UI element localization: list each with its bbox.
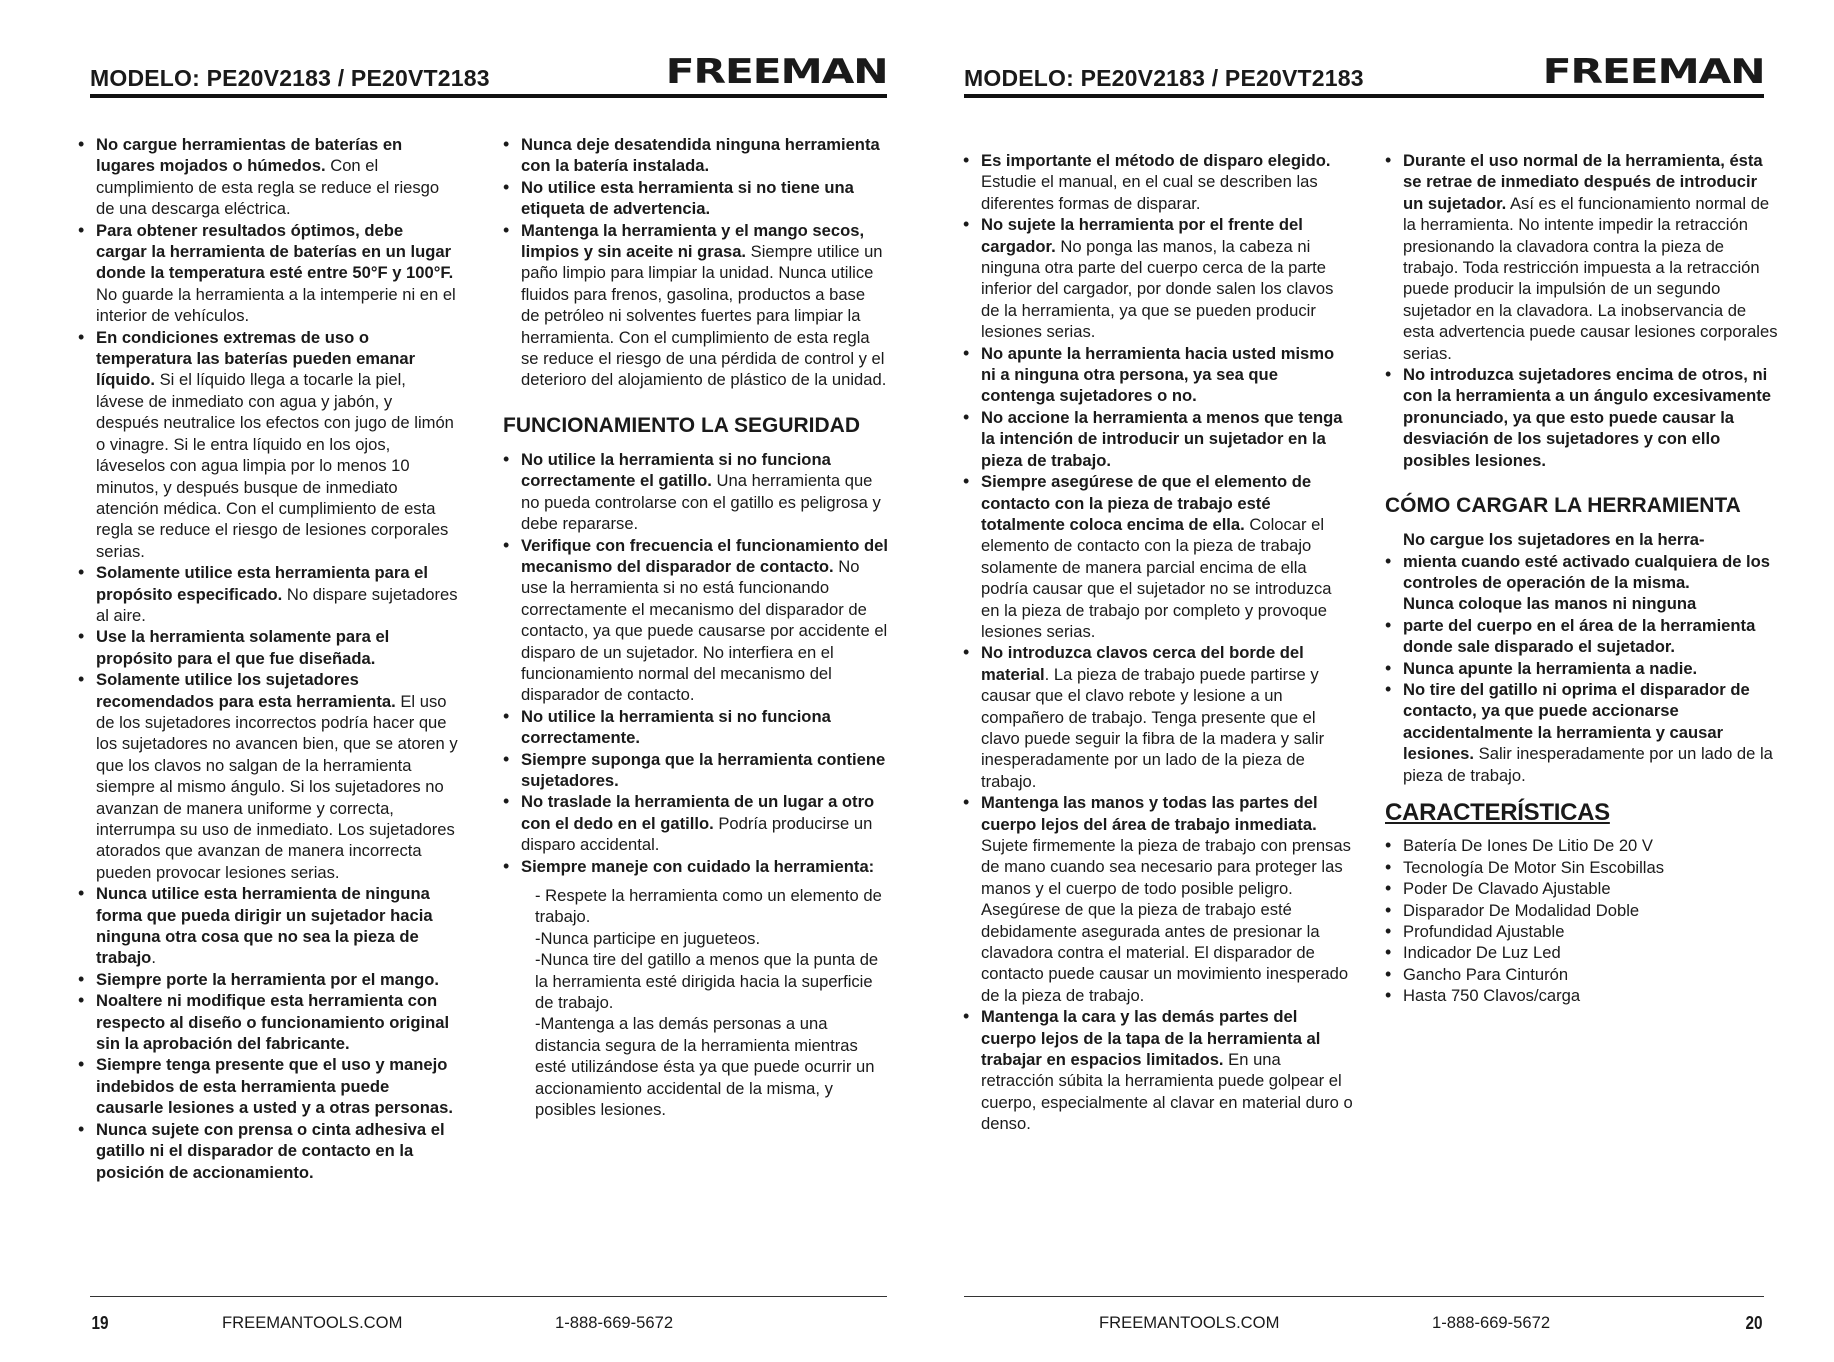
list-item xyxy=(963,150,1353,214)
feature-item: • Poder De Clavado Ajustable xyxy=(1385,878,1780,899)
item-bold-text: Nunca deje desatendida ninguna herramienta con la batería instalada. xyxy=(521,135,880,176)
item-bold-text: Siempre suponga que la herramienta contiene sujetadores. xyxy=(521,749,886,790)
freeman-logo: FREEMAN xyxy=(1542,52,1764,92)
item-bold-text: Solamente utilice esta herramienta para el propósito especificado. xyxy=(96,563,429,604)
item-bold-text: No cargue herramientas de baterías en lugares mojados o húmedos. xyxy=(96,135,403,176)
list-item xyxy=(503,177,888,220)
item-text: Si el líquido llega a tocarle la piel, lávese de inmediato con agua y jabón, y después neutralice los efectos con jugo de limón o vinagre. Si le entra líquido en los ojos, láveselos con agua limpia por lo menos 10 minutos, y después busque de inmediato atención médica. Con el cumplimiento de esta regla se reduce el riesgo de lesiones corporales serias. xyxy=(96,370,454,561)
list-item xyxy=(503,449,888,535)
item-bold-text: No tire del gatillo ni oprima el disparador de contacto, ya que puede accionarse accidentalmente la herramienta y causar lesiones. xyxy=(1403,679,1750,764)
section-heading-features: CARACTERÍSTICAS xyxy=(1385,798,1610,826)
item-text: No use la herramienta si no está funcionando correctamente el mecanismo del disparador de contacto, ya que puede causarse por accidente el disparo de un sujetador. No interfiera en el funcionamiento normal del mecanismo del disparador de contacto. xyxy=(521,556,888,705)
feature-item: • Indicador De Luz Led xyxy=(1385,942,1780,963)
loading-list xyxy=(1385,658,1780,786)
item-bold-text: No introduzca clavos cerca del borde del material xyxy=(981,643,1304,684)
list-item xyxy=(503,220,888,391)
list-item xyxy=(503,791,888,855)
item-bold-text: Siempre maneje con cuidado la herramienta: xyxy=(521,856,875,876)
section-heading-safety: FUNCIONAMIENTO LA SEGURIDAD xyxy=(503,413,860,437)
list-item xyxy=(1385,679,1780,786)
item-bold-text: No utilice esta herramienta si no tiene una etiqueta de advertencia. xyxy=(521,177,854,219)
list-item xyxy=(503,706,888,749)
item-bold-text: Siempre porte la herramienta por el mango. xyxy=(96,969,440,989)
item-text: Una herramienta que no pueda controlarse con el gatillo es peligrosa y debe repararse. xyxy=(521,471,881,534)
item-bold-text: Durante el uso normal de la herramienta, ésta se retrae de inmediato después de introducir un sujetador. xyxy=(1403,151,1763,213)
subitem: -Nunca tire del gatillo a menos que la punta de la herramienta esté dirigida hacia la superficie de trabajo. xyxy=(535,950,879,1013)
item-text: . xyxy=(151,948,156,968)
feature-item: • Profundidad Ajustable xyxy=(1385,921,1780,942)
right-column-1 xyxy=(963,150,1353,1135)
item-bold-text: Nunca apunte la herramienta a nadie. xyxy=(1403,658,1698,678)
warning-list xyxy=(1385,150,1780,471)
item-bold-text: Nunca utilice esta herramienta de ninguna forma que pueda dirigir un sujetador hacia ninguna otra cosa que no sea la pieza de trabajo xyxy=(96,884,433,968)
item-bold-text: Verifique con frecuencia el funcionamiento del mecanismo del disparador de contacto. xyxy=(521,535,888,576)
feature-item: • Tecnología De Motor Sin Escobillas xyxy=(1385,857,1780,878)
list-item xyxy=(1385,364,1780,471)
item-bold-text: No accione la herramienta a menos que tenga la intención de introducir un sujetador en la pieza de trabajo. xyxy=(981,407,1343,470)
item-bold-text: Use la herramienta solamente para el propósito para el que fue diseñada. xyxy=(96,627,390,668)
item-bold-text: Solamente utilice los sujetadores recomendados para esta herramienta. xyxy=(96,670,396,711)
item-text: Siempre utilice un paño limpio para limpiar la unidad. Nunca utilice fluidos para frenos, gasolina, productos a base de petróleo ni solventes fuertes para limpiar la herramienta. Con el cumplimiento de esta regla se reduce el riesgo de una pérdida de control y el deterioro del alojamiento de plástico de la unidad. xyxy=(521,242,887,390)
safety-list xyxy=(503,449,888,877)
subitem: -Mantenga a las demás personas a una distancia segura de la herramienta mientras esté utilizándose ésta ya que puede ocurrir un accionamiento accidental de la misma, y posibles lesiones. xyxy=(535,1014,875,1120)
list-item xyxy=(503,535,888,706)
list-item xyxy=(963,1006,1353,1134)
item-text: Colocar el elemento de contacto con la pieza de trabajo solamente de manera parcial encima de ella podría causar que el sujetador no se introduzca en la pieza de trabajo por completo y provoque lesiones serias. xyxy=(981,514,1332,641)
feature-item: • Gancho Para Cinturón xyxy=(1385,964,1780,985)
item-bold-text: No utilice la herramienta si no funciona correctamente el gatillo. xyxy=(521,449,831,491)
list-item xyxy=(963,471,1353,642)
item-text: Podría producirse un disparo accidental. xyxy=(521,813,873,855)
list-item xyxy=(963,214,1353,342)
list-item xyxy=(1385,658,1780,679)
item-bold-text: Mantenga la herramienta y el mango secos, limpios y sin aceite ni grasa. xyxy=(521,220,865,262)
item-bold-text: No apunte la herramienta hacia usted mismo ni a ninguna otra persona, ya sea que contenga sujetadores o no. xyxy=(981,343,1335,406)
right-page xyxy=(917,0,1834,1362)
item-text: Sujete firmemente la pieza de trabajo con prensas de mano cuando sea necesario para proteger las manos y el cuerpo de todo posible peligro. Asegúrese de que la pieza de trabajo esté debidamente asegurada antes de presionar la clavadora contra el material. El disparador de contacto puede causar un movimiento inesperado de la pieza de trabajo. xyxy=(981,836,1351,1005)
item-bold-text: No introduzca sujetadores encima de otros, ni con la herramienta a un ángulo excesivamente pronunciado, ya que esto puede causar la desviación de los sujetadores y con ello posibles lesiones. xyxy=(1403,365,1771,470)
feature-item: • Disparador De Modalidad Doble xyxy=(1385,900,1780,921)
list-item xyxy=(1385,150,1780,364)
handling-subitems xyxy=(503,885,888,1120)
left-column-2 xyxy=(503,134,888,1120)
list-item xyxy=(78,134,458,220)
item-bold-text: Mantenga la cara y las demás partes del cuerpo lejos de la tapa de la herramienta al trabajar en espacios limitados. xyxy=(981,1007,1321,1070)
list-item xyxy=(78,969,458,990)
subitem: -Nunca participe en jugueteos. xyxy=(535,928,761,948)
list-item xyxy=(503,134,888,177)
item-text: El uso de los sujetadores incorrectos podría hacer que los sujetadores no avancen bien, que se atoren y que los clavos no salgan de la herramienta siempre al mismo ángulo. Si los sujetadores no avanzan de manera uniforme y correcta, interrumpa su uso de inmediato. Los sujetadores atorados que avanzan de manera incorrecta pueden provocar lesiones serias. xyxy=(96,691,458,882)
page-number: 20 xyxy=(1745,1313,1763,1333)
warning-list xyxy=(503,134,888,391)
loading-line: Nunca coloque las manos ni ninguna xyxy=(1403,594,1697,614)
item-bold-text: Noaltere ni modifique esta herramienta con respecto al diseño o funcionamiento original sin la aprobación del fabricante. xyxy=(96,991,450,1054)
item-text: . La pieza de trabajo puede partirse y causar que el clavo rebote y lesione a un compañero de trabajo. Tenga presente que el clavo puede seguir la fibra de la madera y salir inesperadamente por un lado de la pieza de trabajo. xyxy=(981,664,1325,791)
item-text: En una retracción súbita la herramienta puede golpear el cuerpo, especialmente al clavar en material duro o denso. xyxy=(981,1050,1353,1134)
feature-item: • Hasta 750 Clavos/carga xyxy=(1385,985,1780,1006)
footer-phone: 1-888-669-5672 xyxy=(1432,1313,1551,1332)
list-item xyxy=(963,407,1353,471)
list-item xyxy=(78,990,458,1054)
footer-website: FREEMANTOOLS.COM xyxy=(1099,1313,1280,1332)
model-title: MODELO: PE20V2183 / PE20VT2183 xyxy=(90,65,490,91)
list-item xyxy=(78,562,458,626)
item-text: No guarde la herramienta a la intemperie ni en el interior de vehículos. xyxy=(96,284,456,326)
warning-list xyxy=(963,150,1353,1135)
subitem: - Respete la herramienta como un elemento de trabajo. xyxy=(535,886,882,927)
page-header xyxy=(90,48,887,98)
list-item xyxy=(78,626,458,669)
item-text: No dispare sujetadores al aire. xyxy=(96,584,458,625)
item-bold-text: No utilice la herramienta si no funciona correctamente. xyxy=(521,706,831,748)
feature-item: • Batería De Iones De Litio De 20 V xyxy=(1385,835,1780,856)
loading-list xyxy=(1385,551,1780,594)
list-item xyxy=(78,1054,458,1118)
list-item xyxy=(963,343,1353,407)
item-bold-text: Para obtener resultados óptimos, debe cargar la herramienta de baterías en un lugar donde la temperatura esté entre 50°F y 100°F. xyxy=(96,220,454,283)
page-header xyxy=(964,48,1764,98)
footer-phone: 1-888-669-5672 xyxy=(555,1313,674,1332)
page-footer xyxy=(90,1296,887,1337)
list-item: • mienta cuando esté activado cualquiera de los controles de operación de la misma. xyxy=(1385,551,1780,594)
item-text: Así es el funcionamiento normal de la herramienta. No intente impedir la retracción presionando la clavadora contra la pieza de trabajo. Toda restricción impuesta a la retracción puede producir la impulsión de un segundo sujetador en la clavadora. La inobservancia de esta advertencia puede causar lesiones corporales serias. xyxy=(1403,193,1778,363)
list-item xyxy=(78,1119,458,1183)
item-text: Salir inesperadamente por un lado de la pieza de trabajo. xyxy=(1403,744,1773,785)
item-bold-text: Siempre asegúrese de que el elemento de contacto con la pieza de trabajo esté totalmente coloca encima de ella. xyxy=(981,472,1312,534)
item-bold-text: No sujete la herramienta por el frente del cargador. xyxy=(981,215,1303,256)
item-text: No ponga las manos, la cabeza ni ninguna otra parte del cuerpo cerca de la parte inferior del cargador, por donde salen los clavos de la herramienta, ya que se pueden producir lesiones serias. xyxy=(981,236,1334,342)
item-bold-text: Mantenga las manos y todas las partes del cuerpo lejos del área de trabajo inmediata. xyxy=(981,793,1318,834)
list-item xyxy=(78,883,458,969)
item-bold-text: Nunca sujete con prensa o cinta adhesiva el gatillo ni el disparador de contacto en la posición de accionamiento. xyxy=(96,1119,445,1182)
list-item xyxy=(963,792,1353,1006)
loading-list xyxy=(1385,615,1780,658)
loading-line: No cargue los sujetadores en la herra- xyxy=(1403,530,1705,550)
item-text: Con el cumplimiento de esta regla se reduce el riesgo de una descarga eléctrica. xyxy=(96,156,440,219)
footer-website: FREEMANTOOLS.COM xyxy=(222,1313,403,1332)
list-item xyxy=(78,669,458,883)
right-column-2 xyxy=(1385,150,1780,1007)
list-item xyxy=(963,642,1353,792)
features-list xyxy=(1385,835,1780,1006)
item-bold-text: Es importante el método de disparo elegido. xyxy=(981,151,1331,170)
page-footer xyxy=(964,1296,1764,1337)
list-item xyxy=(78,220,458,327)
item-bold-text: Siempre tenga presente que el uso y manejo indebidos de esta herramienta puede causarle lesiones a usted y a otras personas. xyxy=(96,1055,453,1118)
item-bold-text: No traslade la herramienta de un lugar a otro con el dedo en el gatillo. xyxy=(521,792,875,833)
left-column-1 xyxy=(78,134,458,1183)
list-item: • parte del cuerpo en el área de la herramienta donde sale disparado el sujetador. xyxy=(1385,615,1780,658)
section-heading-loading: CÓMO CARGAR LA HERRAMIENTA xyxy=(1385,494,1741,518)
page-number: 19 xyxy=(91,1313,109,1333)
model-title: MODELO: PE20V2183 / PE20VT2183 xyxy=(964,65,1364,91)
item-bold-text: En condiciones extremas de uso o temperatura las baterías pueden emanar líquido. xyxy=(96,327,416,390)
list-item xyxy=(503,856,888,877)
item-text: Estudie el manual, en el cual se describen las diferentes formas de disparar. xyxy=(981,172,1318,213)
warning-list xyxy=(78,134,458,1183)
list-item xyxy=(503,749,888,792)
list-item xyxy=(78,327,458,562)
freeman-logo: FREEMAN xyxy=(665,52,887,92)
